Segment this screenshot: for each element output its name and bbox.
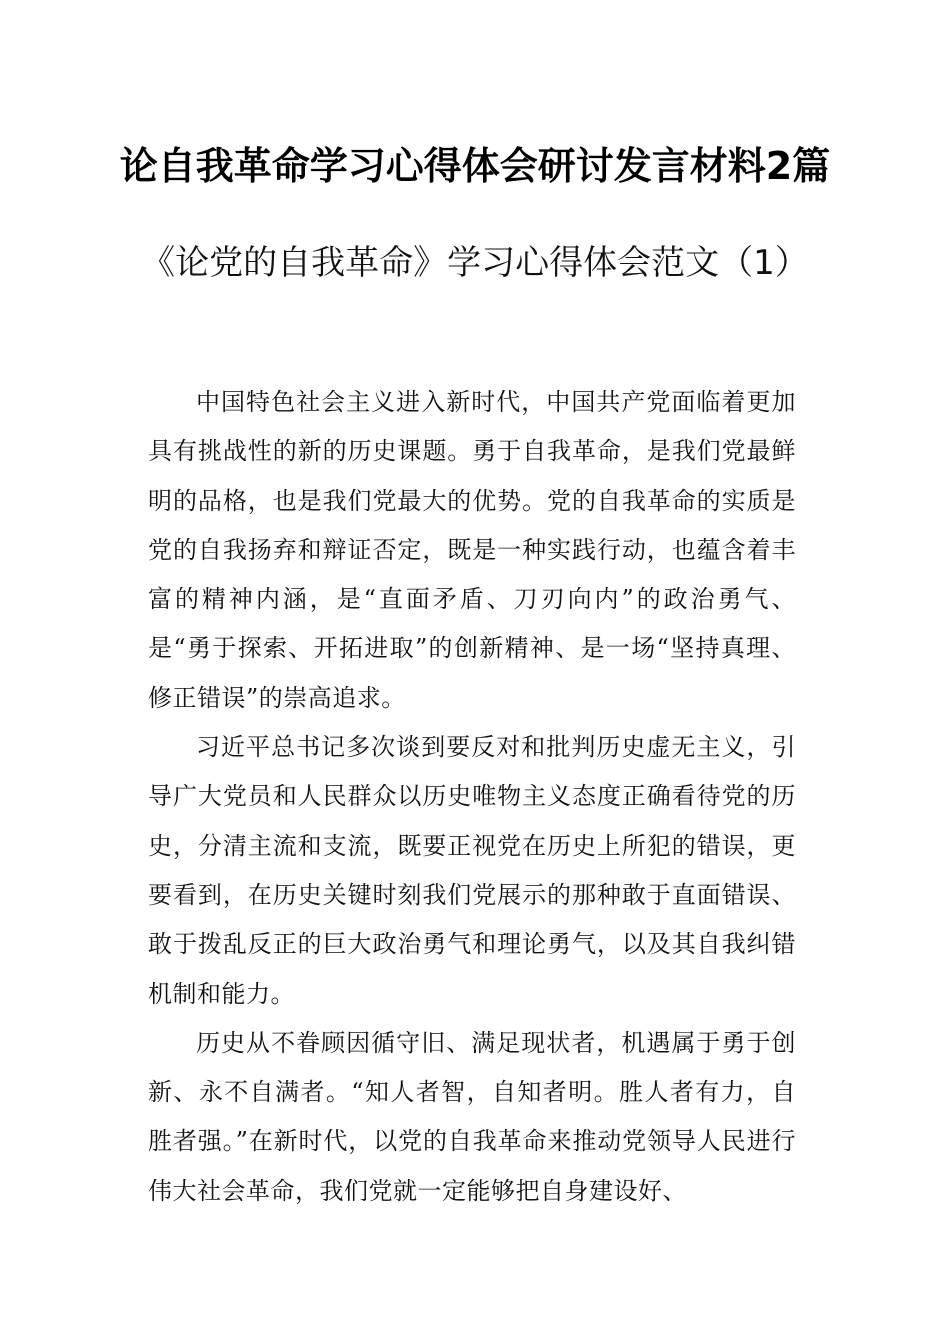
body-paragraph-1: 中国特色社会主义进入新时代，中国共产党面临着更加具有挑战性的新的历史课题。勇于自我革命，是我们党最鲜明的品格，也是我们党最大的优势。党的自我革命的实质是党的自我扬弃和辩证否定，既是一种实践行动，也蕴含着丰富的精神内涵，是“直面矛盾、刀刃向内”的政治勇气、是“勇于探索、开拓进取”的创新精神、是一场“坚持真理、修正错误”的崇高追求。 bbox=[148, 388, 796, 712]
document-title: 论自我革命学习心得体会研讨发言材料2篇 bbox=[119, 144, 831, 188]
document-subtitle: 《论党的自我革命》学习心得体会范文（1） bbox=[141, 243, 809, 283]
body-paragraph-2: 习近平总书记多次谈到要反对和批判历史虚无主义，引导广大党员和人民群众以历史唯物主义态度正确看待党的历史，分清主流和支流，既要正视党在历史上所犯的错误，更要看到，在历史关键时刻我们党展示的那种敢于直面错误、敢于拨乱反正的巨大政治勇气和理论勇气，以及其自我纠错机制和能力。 bbox=[148, 733, 796, 1008]
document-body bbox=[148, 378, 796, 1216]
body-paragraph-3: 历史从不眷顾因循守旧、满足现状者，机遇属于勇于创新、永不自满者。“知人者智，自知者明。胜人者有力，自胜者强。”在新时代，以党的自我革命来推动党领导人民进行伟大社会革命，我们党就一定能够把自身建设好、 bbox=[148, 1028, 796, 1205]
